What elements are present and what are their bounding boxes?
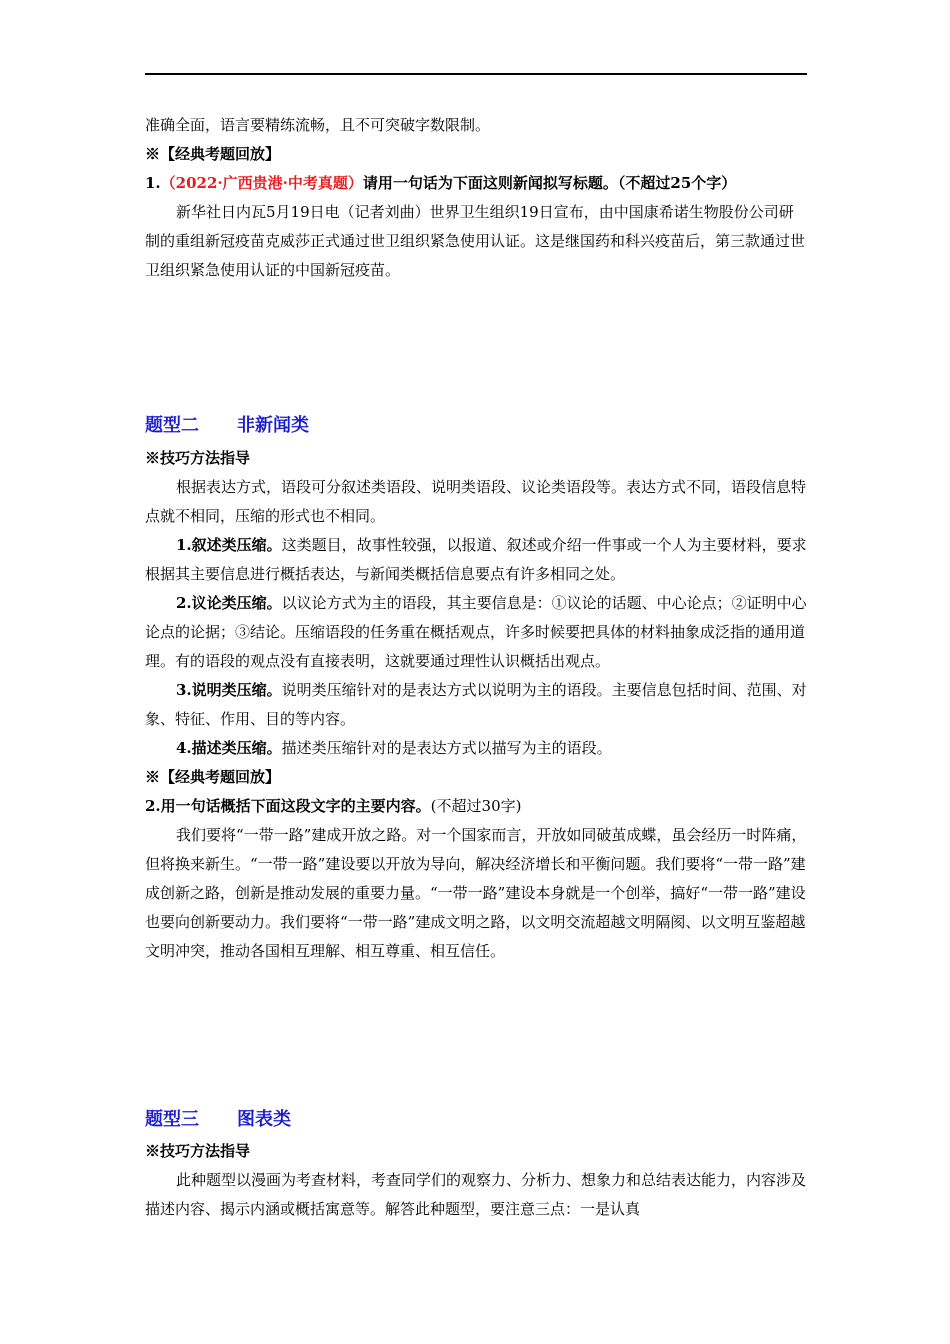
item-1-text: 这类题目，故事性较强，以报道、叙述或介绍一件事或一个人为主要材料，要求根据其主要信息进行概括表达，与新闻类概括信息要点有许多相同之处。 [145, 536, 807, 583]
question-1-passage: 新华社日内瓦5月19日电（记者刘曲）世界卫生组织19日宣布，由中国康希诺生物股份公司研制的重组新冠疫苗克威莎正式通过世卫组织紧急使用认证。这是继国药和科兴疫苗后，第三款通过世卫组织紧急使用认证的中国新冠疫苗。 [145, 203, 806, 279]
item-3-text: 说明类压缩针对的是表达方式以说明为主的语段。主要信息包括时间、范围、对象、特征、作用、目的等内容。 [145, 681, 807, 728]
item-2-title: 2.议论类压缩。 [176, 594, 282, 612]
question-2-passage: 我们要将“一带一路”建成开放之路。对一个国家而言，开放如同破茧成蝶，虽会经历一时阵痛，但将换来新生。“一带一路”建设要以开放为导向，解决经济增长和平衡问题。我们要将“一带一路”建成创新之路，创新是推动发展的重要力量。“一带一路”建设本身就是一个创举，搞好“一带一路”建设也要向创新要动力。我们要将“一带一路”建成文明之路，以文明交流超越文明隔阂、以文明互鉴超越文明冲突，推动各国相互理解、相互尊重、相互信任。 [145, 826, 807, 960]
section-2-classic-label: ※【经典考题回放】 [145, 768, 281, 786]
section-2-type: 题型二 [145, 415, 199, 436]
header-rule [145, 73, 807, 75]
item-4-text: 描述类压缩针对的是表达方式以描写为主的语段。 [281, 739, 612, 757]
item-3-title: 3.说明类压缩。 [176, 681, 282, 699]
item-4-title: 4.描述类压缩。 [176, 739, 282, 757]
section-3-tips-text: 此种题型以漫画为考查材料，考查同学们的观察力、分析力、想象力和总结表达能力，内容涉及描述内容、揭示内涵或概括寓意等。解答此种题型，要注意三点：一是认真 [145, 1171, 807, 1218]
section-2-name: 非新闻类 [237, 415, 309, 436]
section-3-name: 图表类 [237, 1109, 291, 1130]
question-2 [145, 792, 807, 821]
section-3-heading [145, 1105, 807, 1134]
section-2-tips-intro: 根据表达方式，语段可分叙述类语段、说明类语段、议论类语段等。表达方式不同，语段信息特点就不相同，压缩的形式也不相同。 [145, 478, 807, 525]
section-3-type: 题型三 [145, 1109, 199, 1130]
section-2-heading [145, 411, 807, 440]
question-2-limit: (不超过30字) [430, 797, 522, 815]
compression-item-2 [145, 589, 807, 676]
item-1-title: 1.叙述类压缩。 [176, 536, 282, 554]
classic-question-label: ※【经典考题回放】 [145, 145, 281, 163]
intro-line: 准确全面，语言要精练流畅，且不可突破字数限制。 [145, 116, 491, 134]
question-2-text: 2.用一句话概括下面这段文字的主要内容。 [145, 797, 431, 815]
section-3-tips-label: ※技巧方法指导 [145, 1142, 251, 1160]
section-2-tips-label: ※技巧方法指导 [145, 449, 251, 467]
compression-item-4 [145, 734, 807, 763]
compression-item-3 [145, 676, 807, 734]
item-2-text: 以议论方式为主的语段，其主要信息是：①议论的话题、中心论点；②证明中心论点的论据；③结论。压缩语段的任务重在概括观点，许多时候要把具体的材料抽象成泛指的通用道理。有的语段的观点没有直接表明，这就要通过理性认识概括出观点。 [145, 594, 807, 670]
question-1-text: 请用一句话为下面这则新闻拟写标题。（不超过25个字） [362, 174, 737, 192]
question-1-number: 1. [145, 174, 161, 192]
question-1 [145, 169, 807, 198]
compression-item-1 [145, 531, 807, 589]
question-1-source: （2022·广西贵港·中考真题） [160, 174, 363, 192]
